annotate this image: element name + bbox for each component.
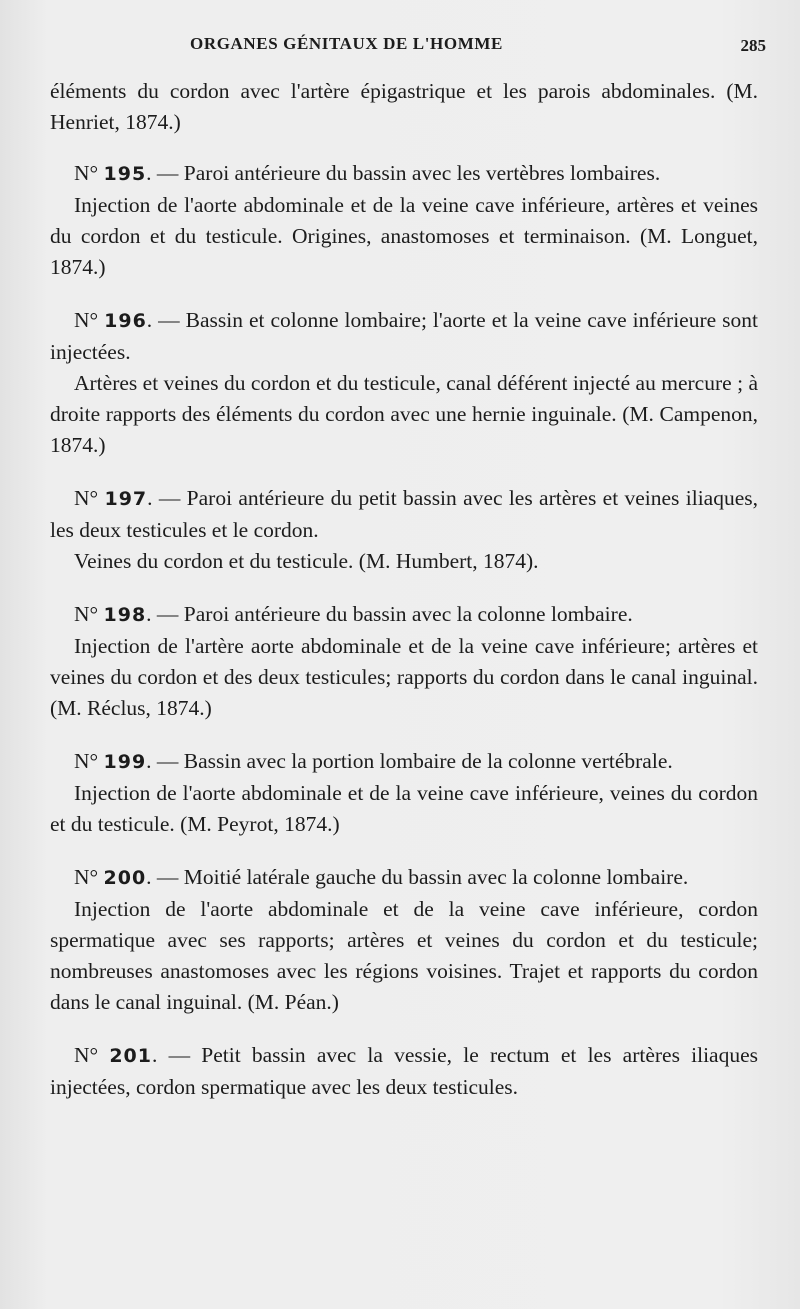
entry-description: Injection de l'artère aorte abdominale et de la veine cave inférieure; artères et veines du cordon et des deux testicules; rapports du cordon dans le canal inguinal. (M. Réclus, 1874.) (50, 634, 758, 720)
entry-title: . — Petit bassin avec la vessie, le rectum et les artères iliaques injectées, cordon spermatique avec les deux testicules. (50, 1043, 759, 1099)
entry-prefix: N° (74, 865, 99, 889)
entry-prefix: N° (74, 486, 99, 510)
entry-number: 197 (104, 488, 148, 510)
page-number: 285 (740, 36, 766, 55)
entry-title-line (50, 483, 758, 546)
entry-number: 196 (104, 310, 147, 332)
entry-prefix: N° (74, 749, 99, 773)
continuation-paragraph: éléments du cordon avec l'artère épigastrique et les parois abdominales. (M. Henriet, 1874.) (50, 79, 758, 134)
catalog-entry-200 (50, 862, 758, 1018)
entry-description: Injection de l'aorte abdominale et de la veine cave inférieure, artères et veines du cordon et du testicule. Origines, anastomoses et terminaison. (M. Longuet, 1874.) (50, 193, 758, 279)
entry-title: . — Bassin et colonne lombaire; l'aorte et la veine cave inférieure sont injectées. (50, 308, 759, 364)
entry-title: . — Bassin avec la portion lombaire de la colonne vertébrale. (146, 749, 673, 773)
entry-title: . — Moitié latérale gauche du bassin avec la colonne lombaire. (146, 865, 689, 889)
entry-number: 199 (103, 751, 147, 773)
entry-description: Injection de l'aorte abdominale et de la veine cave inférieure, cordon spermatique avec ses rapports; artères et veines du cordon et du testicule; nombreuses anastomoses avec les régions voisines. Trajet et rapports du cordon dans le canal inguinal. (M. Péan.) (50, 897, 758, 1014)
entry-number: 200 (103, 867, 147, 889)
page-content (50, 76, 758, 1125)
entry-title-line (50, 746, 758, 778)
entry-number: 195 (103, 163, 147, 185)
page-header (0, 34, 800, 64)
entry-title-line (50, 862, 758, 894)
entry-number: 198 (103, 604, 147, 626)
entry-title-line (50, 305, 758, 368)
catalog-entry-201 (50, 1040, 758, 1103)
entry-title: . — Paroi antérieure du petit bassin avec les artères et veines iliaques, les deux testicules et le cordon. (50, 486, 759, 542)
entry-number: 201 (109, 1045, 152, 1067)
catalog-entry-197 (50, 483, 758, 577)
entry-title-line (50, 1040, 758, 1103)
entry-prefix: N° (74, 602, 99, 626)
entry-title: . — Paroi antérieure du bassin avec la colonne lombaire. (146, 602, 633, 626)
catalog-entry-195 (50, 158, 758, 283)
catalog-entry-198 (50, 599, 758, 724)
running-title: ORGANES GÉNITAUX DE L'HOMME (190, 34, 503, 53)
entry-description: Injection de l'aorte abdominale et de la veine cave inférieure, veines du cordon et du testicule. (M. Peyrot, 1874.) (50, 781, 758, 836)
entry-title-line (50, 599, 758, 631)
entry-description: Veines du cordon et du testicule. (M. Humbert, 1874). (74, 549, 539, 573)
entry-title-line (50, 158, 758, 190)
catalog-entry-196 (50, 305, 758, 461)
catalog-entry-199 (50, 746, 758, 840)
entry-prefix: N° (74, 308, 99, 332)
entry-description: Artères et veines du cordon et du testicule, canal déférent injecté au mercure ; à droite rapports des éléments du cordon avec une hernie inguinale. (M. Campenon, 1874.) (50, 371, 758, 457)
entry-prefix: N° (74, 1043, 99, 1067)
entry-prefix: N° (74, 161, 99, 185)
entry-title: . — Paroi antérieure du bassin avec les vertèbres lombaires. (146, 161, 661, 185)
